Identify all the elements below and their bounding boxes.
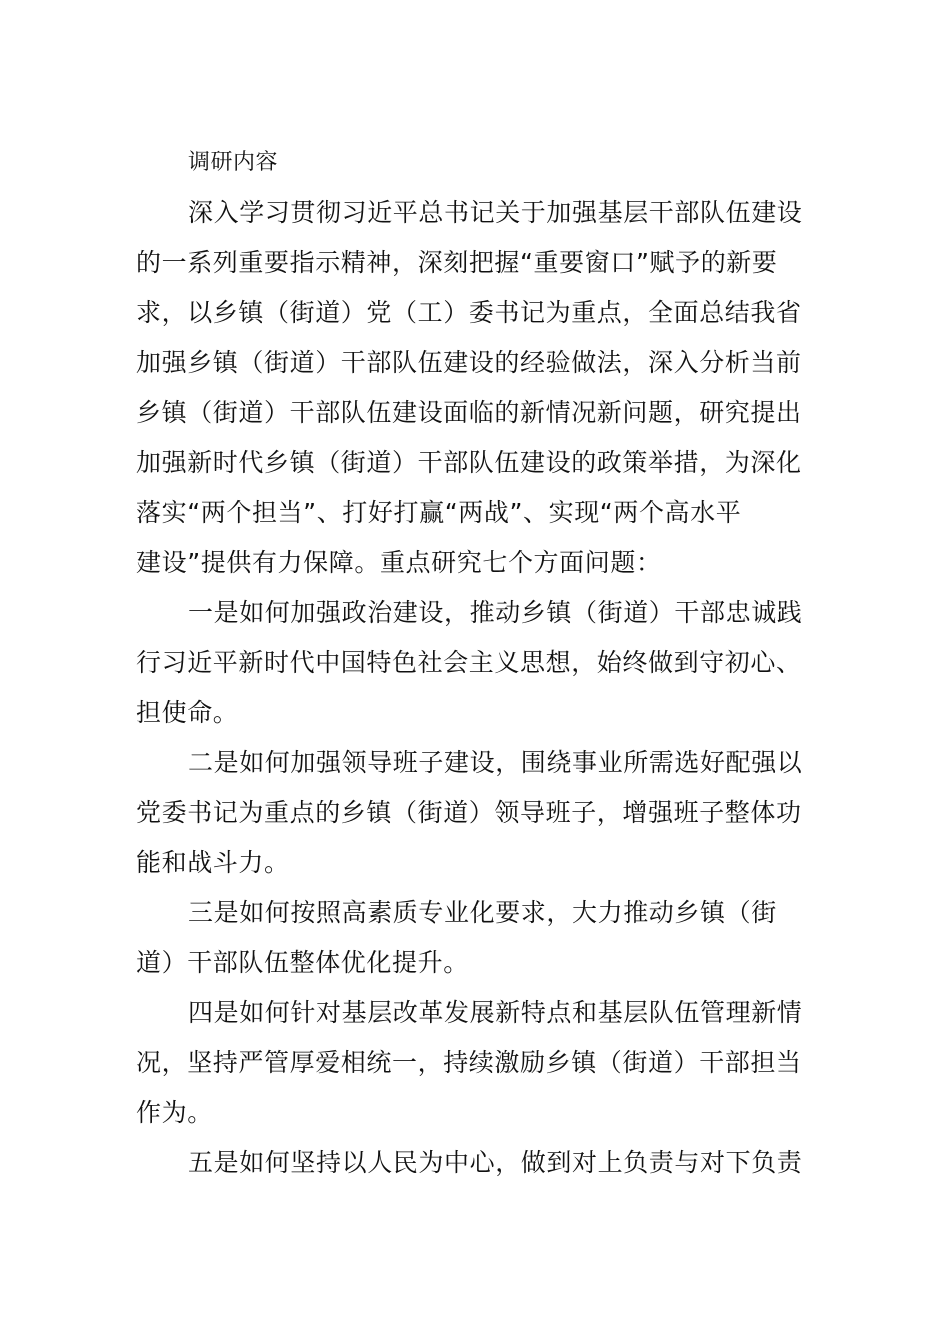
text-line: 落实“两个担当”、打好打赢“两战”、实现“两个高水平: [136, 498, 742, 527]
text-line: 况，坚持严管厚爱相统一，持续激励乡镇（街道）干部担当: [136, 1048, 802, 1077]
text-line: 建设”提供有力保障。重点研究七个方面问题：: [136, 548, 662, 577]
text-line: 乡镇（街道）干部队伍建设面临的新情况新问题，研究提出: [136, 398, 802, 427]
text-line: 三是如何按照高素质专业化要求，大力推动乡镇（街: [188, 898, 777, 927]
text-line: 能和战斗力。: [136, 848, 290, 877]
text-line: 二是如何加强领导班子建设，围绕事业所需选好配强以: [188, 748, 803, 777]
text-line: 行习近平新时代中国特色社会主义思想，始终做到守初心、: [136, 648, 802, 677]
section-heading: 调研内容: [188, 150, 279, 175]
text-line: 求，以乡镇（街道）党（工）委书记为重点，全面总结我省: [136, 298, 802, 327]
text-line: 加强乡镇（街道）干部队伍建设的经验做法，深入分析当前: [136, 348, 802, 377]
text-line: 加强新时代乡镇（街道）干部队伍建设的政策举措，为深化: [136, 448, 802, 477]
text-line: 深入学习贯彻习近平总书记关于加强基层干部队伍建设: [188, 198, 803, 227]
text-line: 一是如何加强政治建设，推动乡镇（街道）干部忠诚践: [188, 598, 803, 627]
text-line: 的一系列重要指示精神，深刻把握“重要窗口”赋予的新要: [136, 248, 778, 277]
text-line: 道）干部队伍整体优化提升。: [136, 948, 469, 977]
text-line: 党委书记为重点的乡镇（街道）领导班子，增强班子整体功: [136, 798, 802, 827]
text-line: 担使命。: [136, 698, 239, 727]
text-line: 五是如何坚持以人民为中心，做到对上负责与对下负责: [188, 1148, 803, 1177]
text-line: 作为。: [136, 1098, 213, 1127]
text-line: 四是如何针对基层改革发展新特点和基层队伍管理新情: [188, 998, 803, 1027]
